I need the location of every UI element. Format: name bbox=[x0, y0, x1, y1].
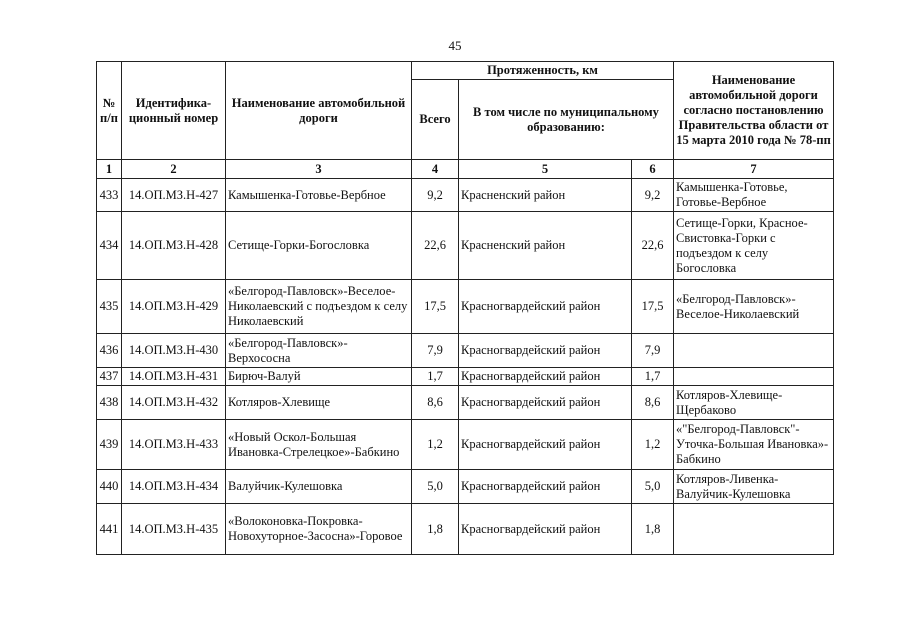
road-name: Камышенка-Готовье-Вербное bbox=[226, 179, 412, 212]
road-id: 14.ОП.МЗ.Н-429 bbox=[122, 280, 226, 334]
decree-road-name: Котляров-Ливенка-Валуйчик-Кулешовка bbox=[674, 470, 834, 504]
road-total-km: 5,0 bbox=[412, 470, 459, 504]
road-total-km: 22,6 bbox=[412, 212, 459, 280]
district-name: Красногвардейский район bbox=[459, 470, 632, 504]
decree-road-name: Котляров-Хлевище-Щербаково bbox=[674, 386, 834, 420]
road-total-km: 1,8 bbox=[412, 504, 459, 555]
district-name: Красногвардейский район bbox=[459, 386, 632, 420]
row-number: 437 bbox=[97, 368, 122, 386]
district-name: Красногвардейский район bbox=[459, 420, 632, 470]
road-id: 14.ОП.МЗ.Н-431 bbox=[122, 368, 226, 386]
decree-road-name: «Белгород-Павловск»-Веселое-Николаевский bbox=[674, 280, 834, 334]
table-row bbox=[97, 420, 834, 470]
decree-road-name bbox=[674, 334, 834, 368]
road-name: «Волоконовка-Покровка-Новохуторное-Засосна»-Горовое bbox=[226, 504, 412, 555]
table-header bbox=[97, 62, 834, 179]
district-km: 22,6 bbox=[632, 212, 674, 280]
row-number: 435 bbox=[97, 280, 122, 334]
road-id: 14.ОП.МЗ.Н-428 bbox=[122, 212, 226, 280]
column-number: 2 bbox=[122, 160, 226, 179]
header-total: Всего bbox=[412, 80, 459, 160]
road-name: «Белгород-Павловск»-Веселое-Николаевский с подъездом к селу Николаевский bbox=[226, 280, 412, 334]
district-name: Красногвардейский район bbox=[459, 368, 632, 386]
road-total-km: 8,6 bbox=[412, 386, 459, 420]
header-id: Идентифика-ционный номер bbox=[122, 62, 226, 160]
header-length: Протяженность, км bbox=[412, 62, 674, 80]
decree-road-name bbox=[674, 368, 834, 386]
table-row bbox=[97, 334, 834, 368]
table-row bbox=[97, 368, 834, 386]
column-number: 5 bbox=[459, 160, 632, 179]
row-number: 434 bbox=[97, 212, 122, 280]
road-id: 14.ОП.МЗ.Н-435 bbox=[122, 504, 226, 555]
header-num: № п/п bbox=[97, 62, 122, 160]
road-id: 14.ОП.МЗ.Н-432 bbox=[122, 386, 226, 420]
table-row bbox=[97, 470, 834, 504]
table-row bbox=[97, 504, 834, 555]
column-number: 1 bbox=[97, 160, 122, 179]
table-body bbox=[97, 179, 834, 555]
road-name: Бирюч-Валуй bbox=[226, 368, 412, 386]
road-id: 14.ОП.МЗ.Н-434 bbox=[122, 470, 226, 504]
district-name: Красненский район bbox=[459, 179, 632, 212]
road-name: Сетище-Горки-Богословка bbox=[226, 212, 412, 280]
road-name: «Белгород-Павловск»-Верхососна bbox=[226, 334, 412, 368]
column-number: 3 bbox=[226, 160, 412, 179]
row-number: 440 bbox=[97, 470, 122, 504]
district-km: 17,5 bbox=[632, 280, 674, 334]
district-km: 8,6 bbox=[632, 386, 674, 420]
column-number: 7 bbox=[674, 160, 834, 179]
district-name: Красненский район bbox=[459, 212, 632, 280]
road-name: Валуйчик-Кулешовка bbox=[226, 470, 412, 504]
decree-road-name: Сетище-Горки, Красное-Свистовка-Горки с подъездом к селу Богословка bbox=[674, 212, 834, 280]
table-row bbox=[97, 179, 834, 212]
header-municipal: В том числе по муниципальному образованию: bbox=[459, 80, 674, 160]
column-number: 6 bbox=[632, 160, 674, 179]
decree-road-name: Камышенка-Готовье, Готовье-Вербное bbox=[674, 179, 834, 212]
district-name: Красногвардейский район bbox=[459, 280, 632, 334]
row-number: 441 bbox=[97, 504, 122, 555]
road-name: Котляров-Хлевище bbox=[226, 386, 412, 420]
road-id: 14.ОП.МЗ.Н-427 bbox=[122, 179, 226, 212]
district-km: 1,7 bbox=[632, 368, 674, 386]
district-km: 1,8 bbox=[632, 504, 674, 555]
district-km: 7,9 bbox=[632, 334, 674, 368]
decree-road-name: «"Белгород-Павловск"-Уточка-Большая Ивановка»-Бабкино bbox=[674, 420, 834, 470]
row-number: 433 bbox=[97, 179, 122, 212]
road-total-km: 7,9 bbox=[412, 334, 459, 368]
road-total-km: 17,5 bbox=[412, 280, 459, 334]
header-road-name: Наименование автомобильной дороги bbox=[226, 62, 412, 160]
road-total-km: 1,7 bbox=[412, 368, 459, 386]
road-total-km: 9,2 bbox=[412, 179, 459, 212]
road-id: 14.ОП.МЗ.Н-433 bbox=[122, 420, 226, 470]
district-km: 1,2 bbox=[632, 420, 674, 470]
header-decree-name: Наименование автомобильной дороги согласно постановлению Правительства области от 15 марта 2010 года № 78-пп bbox=[674, 62, 834, 160]
row-number: 439 bbox=[97, 420, 122, 470]
road-name: «Новый Оскол-Большая Ивановка-Стрелецкое»-Бабкино bbox=[226, 420, 412, 470]
road-id: 14.ОП.МЗ.Н-430 bbox=[122, 334, 226, 368]
road-total-km: 1,2 bbox=[412, 420, 459, 470]
roads-table bbox=[96, 61, 834, 555]
row-number: 436 bbox=[97, 334, 122, 368]
district-name: Красногвардейский район bbox=[459, 334, 632, 368]
decree-road-name bbox=[674, 504, 834, 555]
table-row bbox=[97, 386, 834, 420]
table-row bbox=[97, 212, 834, 280]
page-number: 45 bbox=[448, 38, 462, 53]
column-number: 4 bbox=[412, 160, 459, 179]
district-km: 5,0 bbox=[632, 470, 674, 504]
district-km: 9,2 bbox=[632, 179, 674, 212]
table-row bbox=[97, 280, 834, 334]
district-name: Красногвардейский район bbox=[459, 504, 632, 555]
row-number: 438 bbox=[97, 386, 122, 420]
